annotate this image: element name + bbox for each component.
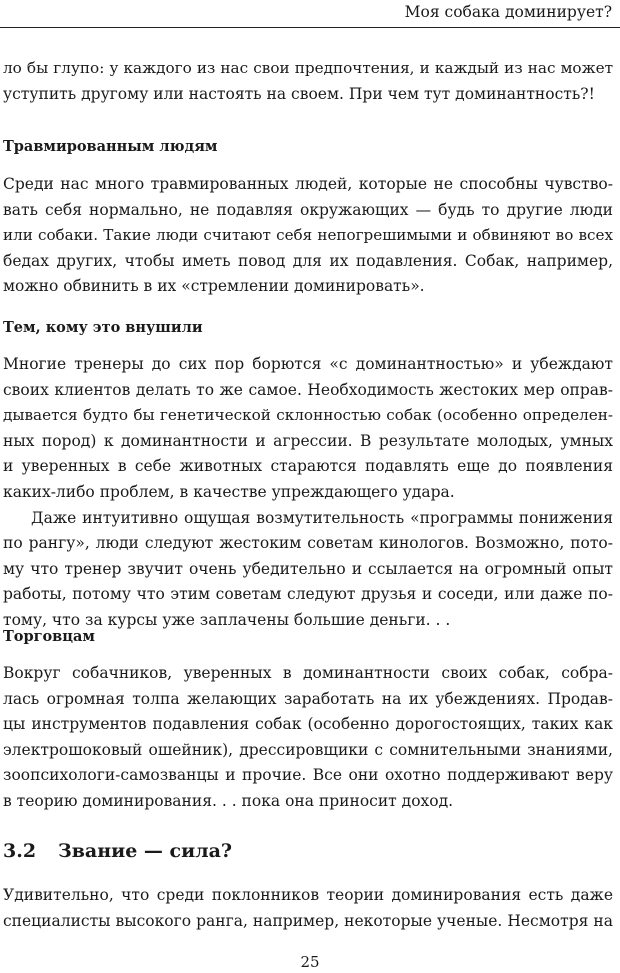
text-line: Среди нас много травмированных людей, которые не способны чувство- [3, 175, 613, 193]
text-line: Вокруг собачников, уверенных в доминантности своих собак, собра- [3, 664, 613, 682]
text-line: зоопсихологи-самозванцы и прочие. Все они охотно поддерживают веру [3, 766, 613, 785]
text-line: ных пород) к доминантности и агрессии. В результате молодых, умных [3, 431, 613, 450]
page-number: 25 [300, 953, 320, 971]
text-line: или собаки. Такие люди считают себя непогрешимыми и обвиняют во всех [3, 226, 613, 245]
text-line: в теорию доминирования. . . пока она приносит доход. [3, 791, 454, 810]
text-line: своих клиентов делать то же самое. Необходимость жестоких мер оправ- [3, 380, 613, 399]
section-number: 3.2 [3, 840, 37, 862]
text-line: можно обвинить в их «стремлении доминировать». [3, 277, 425, 296]
section-paragraph [3, 172, 613, 300]
subsection-heading: Травмированным людям [3, 138, 218, 155]
text-line: каких-либо проблем, в качестве упреждающего удара. [3, 482, 455, 501]
intro-paragraph [3, 56, 613, 107]
section-heading [3, 838, 232, 864]
text-line: дывается будто бы генетической склонностью собак (особенно определен- [3, 406, 613, 425]
text-line: Удивительно, что среди поклонников теории доминирования есть даже [3, 886, 613, 904]
section-paragraph [3, 883, 613, 934]
text-line: му что тренер звучит очень убедительно и ссылается на огромный опыт [3, 559, 613, 578]
section-paragraph [3, 661, 613, 815]
text-line: уступить другому или настоять на своем. При чем тут доминантность?! [3, 84, 595, 103]
text-line: вать себя нормально, не подавляя окружающих — будь то другие люди [3, 200, 613, 219]
text-line: лась огромная толпа желающих заработать на их убеждениях. Продав- [3, 689, 613, 708]
text-line: бедах других, чтобы иметь повод для их подавления. Собак, например, [3, 251, 613, 270]
text-line: и уверенных в себе животных стараются подавлять еще до появления [3, 457, 613, 476]
text-line: специалисты высокого ранга, например, некоторые ученые. Несмотря на [3, 911, 613, 930]
text-line: по рангу», люди следуют жестоким советам кинологов. Возможно, пото- [3, 534, 613, 553]
text-line: тому, что за курсы уже заплачены большие деньги. . . [3, 610, 451, 629]
text-line: цы инструментов подавления собак (особенно дорогостоящих, таких как [3, 715, 613, 734]
subsection-heading: Тем, кому это внушили [3, 319, 203, 336]
text-line: ло бы глупо: у каждого из нас свои предпочтения, и каждый из нас может [3, 59, 613, 77]
text-line: Многие тренеры до сих пор борются «с доминантностью» и убеждают [3, 355, 613, 373]
section-paragraph [3, 352, 613, 634]
subsection-heading: Торговцам [3, 628, 95, 645]
section-title: Звание — сила? [58, 840, 233, 862]
running-head: Моя собака доминирует? [404, 3, 612, 21]
text-line: электрошоковый ошейник), дрессировщики с сомнительными знаниями, [3, 740, 613, 759]
text-line: Даже интуитивно ощущая возмутительность «программы понижения [31, 508, 613, 527]
header-rule [0, 27, 620, 28]
text-line: работы, потому что этим советам следуют друзья и соседи, или даже по- [3, 585, 613, 604]
